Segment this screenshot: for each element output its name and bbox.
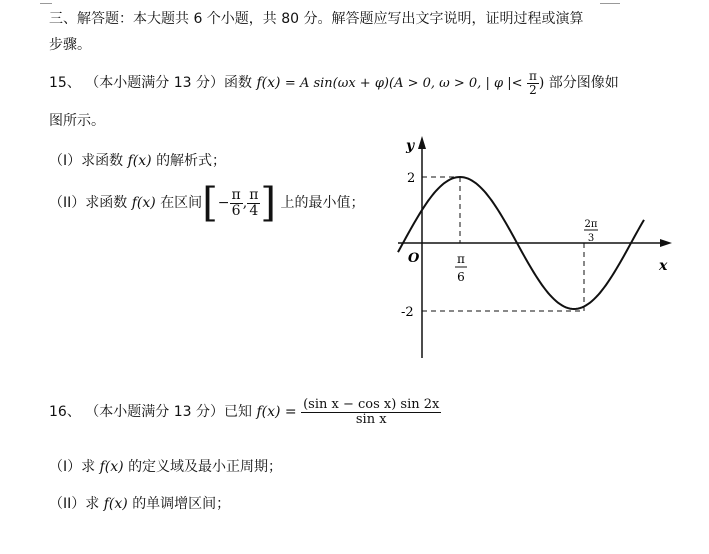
q15-part2-fx: f(x): [131, 195, 156, 211]
q15-part1-prefix: （I）求函数: [49, 153, 124, 169]
y-max-label: 2: [407, 171, 416, 186]
origin-label: O: [408, 251, 420, 266]
y-axis-arrow: [418, 136, 426, 149]
interval-left-value: $\frac{\pi}{6}$: [231, 186, 241, 219]
interval-left-bracket: [: [202, 180, 218, 226]
q15-func-lhs: f(x): [256, 75, 281, 92]
x-peak-label-num: π: [457, 252, 465, 266]
q16-part1-prefix: （I）求: [49, 459, 96, 475]
y-axis-label: y: [406, 138, 415, 154]
q16-fraction-den: sin x: [355, 411, 387, 427]
q16-fraction-num: (sin x − cos x) sin 2x: [303, 397, 440, 412]
top-rule-right: [600, 3, 620, 4]
y-min-label: -2: [401, 305, 414, 320]
q15-close-paren: ): [538, 75, 545, 92]
interval-right-value: $\frac{\pi}{4}$: [249, 186, 259, 219]
x-trough-label-num: 2π: [584, 219, 598, 230]
sine-graph: [388, 128, 680, 362]
q15-statement: [49, 70, 619, 96]
q16-part2-prefix: （II）求: [49, 496, 100, 512]
q15-part2-suffix: 上的最小值；: [280, 195, 365, 211]
interval-right-bracket: ]: [260, 180, 276, 226]
q16-part1-fx: f(x): [99, 459, 124, 475]
q15-pi-over-2: $\frac{\pi}{2}$: [528, 69, 537, 97]
x-axis-arrow: [660, 239, 672, 247]
q15-line2: 图所示。: [49, 113, 105, 129]
q15-number: 15、: [49, 75, 81, 92]
q15-part2-prefix: （II）求函数: [49, 195, 128, 211]
q15-part1-suffix: 的解析式；: [156, 153, 227, 169]
interval-left-sign: −: [217, 195, 230, 211]
q16-func-lhs: f(x) =: [256, 404, 297, 421]
q16-points: （本小题满分 13 分）已知: [85, 404, 252, 421]
q15-func-rhs: = A sin(ωx + φ)(A > 0, ω > 0, | φ |<: [284, 76, 523, 92]
q16-part1-suffix: 的定义域及最小正周期；: [128, 459, 283, 475]
q16-part2: [49, 493, 230, 513]
x-trough-label-den: 3: [587, 233, 595, 244]
q15-part1: [49, 150, 226, 170]
q15-part2-mid: 在区间: [160, 195, 203, 211]
q16-part2-fx: f(x): [103, 496, 128, 512]
q15-tail: 部分图像如: [548, 75, 619, 92]
q16-part1: [49, 456, 282, 476]
q15-points: （本小题满分 13 分）函数: [85, 75, 252, 92]
top-rule-left: [40, 3, 52, 4]
q16-number: 16、: [49, 404, 81, 421]
section-heading-line2: 步骤。: [49, 37, 91, 53]
x-peak-label-den: 6: [457, 270, 465, 284]
q15-part2: [49, 180, 365, 226]
q16-statement: [49, 398, 441, 426]
q16-fraction: [301, 398, 441, 426]
q15-part1-fx: f(x): [127, 153, 152, 169]
x-axis-label: x: [659, 258, 668, 274]
q16-part2-suffix: 的单调增区间；: [132, 496, 231, 512]
interval-separator: ,: [242, 195, 248, 211]
section-heading-line1: 三、解答题：本大题共 6 个小题，共 80 分。解答题应写出文字说明，证明过程或演算: [49, 11, 584, 27]
